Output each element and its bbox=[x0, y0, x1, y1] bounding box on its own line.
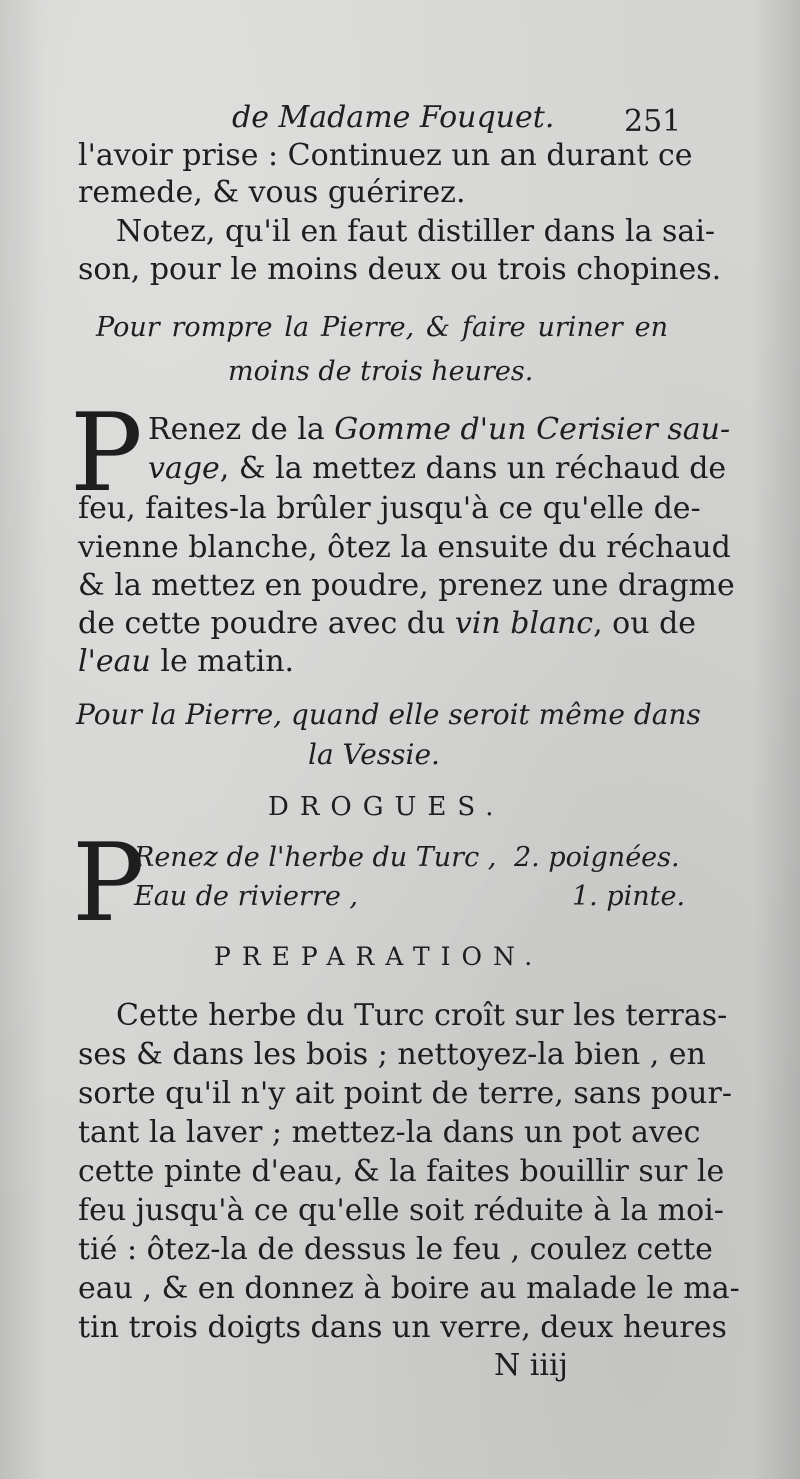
text-line: feu jusqu'à ce qu'elle soit réduite à la moi- bbox=[78, 1193, 724, 1228]
text-line: sorte qu'il n'y ait point de terre, sans pour- bbox=[78, 1076, 732, 1111]
ingredient-qty: 2. poignées. bbox=[514, 842, 680, 873]
text-line: Renez de la Gomme d'un Cerisier sau- bbox=[148, 412, 731, 447]
ingredient-name: Eau de rivierre , bbox=[134, 881, 358, 912]
ingredient-qty: 1. pinte. bbox=[572, 881, 686, 912]
text-line: Cette herbe du Turc croît sur les terras- bbox=[116, 998, 728, 1033]
text-line: tant la laver ; mettez-la dans un pot avec bbox=[78, 1115, 701, 1150]
recipe-heading: Pour la Pierre, quand elle seroit même dans bbox=[76, 698, 701, 731]
recipe-heading: moins de trois heures. bbox=[228, 356, 534, 387]
text-line: de cette poudre avec du vin blanc, ou de bbox=[78, 606, 697, 641]
page-number: 251 bbox=[624, 104, 682, 139]
text-line: & la mettez en poudre, prenez une dragme bbox=[78, 568, 735, 603]
ingredient-name: Renez de l'herbe du Turc , bbox=[134, 842, 497, 873]
text-line: vage, & la mettez dans un réchaud de bbox=[148, 451, 727, 486]
drogues-title: DROGUES. bbox=[268, 792, 505, 822]
text-line: cette pinte d'eau, & la faites bouillir sur le bbox=[78, 1154, 725, 1189]
text-line: son, pour le moins deux ou trois chopines. bbox=[78, 252, 722, 287]
text-line: feu, faites-la brûler jusqu'à ce qu'elle de- bbox=[78, 491, 701, 526]
text-line: vienne blanche, ôtez la ensuite du réchaud bbox=[78, 530, 731, 565]
preparation-title: PREPARATION. bbox=[214, 942, 544, 971]
recipe-heading: la Vessie. bbox=[308, 738, 440, 771]
text-line: tié : ôtez-la de dessus le feu , coulez cette bbox=[78, 1232, 713, 1267]
running-title: de Madame Fouquet. bbox=[232, 100, 555, 135]
text-line: tin trois doigts dans un verre, deux heures bbox=[78, 1310, 727, 1345]
text-line: l'eau le matin. bbox=[78, 644, 295, 679]
drop-cap: P bbox=[72, 821, 145, 946]
text-line: Notez, qu'il en faut distiller dans la sai- bbox=[116, 214, 716, 249]
recipe-heading: Pour rompre la Pierre, & faire uriner en bbox=[96, 312, 668, 343]
text-line: l'avoir prise : Continuez un an durant ce bbox=[78, 138, 693, 173]
drop-cap: P bbox=[70, 391, 143, 516]
text-line: eau , & en donnez à boire au malade le ma- bbox=[78, 1271, 740, 1306]
text-line: remede, & vous guérirez. bbox=[78, 175, 466, 210]
text-line: ses & dans les bois ; nettoyez-la bien , en bbox=[78, 1037, 706, 1072]
signature-mark: N iiij bbox=[494, 1348, 568, 1383]
